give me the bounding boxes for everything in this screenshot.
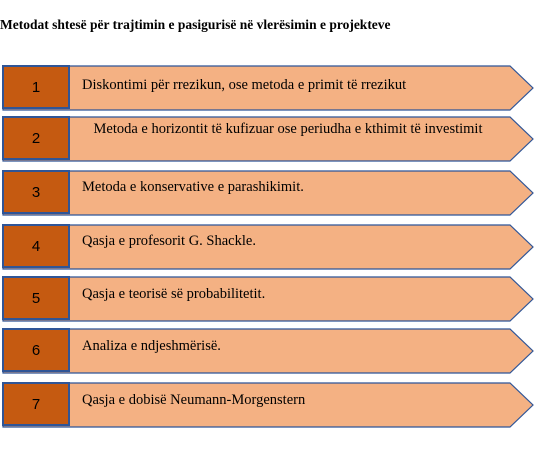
number-box [2,276,70,320]
item-number: 3 [31,183,41,201]
item-number: 7 [31,395,41,413]
list-item-6 [2,328,534,374]
item-label: Qasja e profesorit G. Shackle. [82,233,256,249]
list-item-7 [2,382,534,428]
item-number: 5 [31,289,41,307]
item-label: Analiza e ndjeshmërisë. [82,338,221,354]
number-box [2,382,70,426]
item-number: 1 [31,78,41,96]
item-label: Metoda e konservative e parashikimit. [82,179,304,195]
list-item-5 [2,276,534,322]
item-label: Qasja e dobisë Neumann-Morgenstern [82,392,306,408]
list-item-4 [2,224,534,270]
number-box [2,170,70,214]
number-box [2,116,70,160]
item-number: 6 [31,341,41,359]
number-box [2,328,70,372]
number-box [2,65,70,109]
number-box [2,224,70,268]
item-label: Diskontimi për rrezikun, ose metoda e primit të rrezikut [82,77,407,93]
list-item-2 [2,116,534,162]
item-number: 4 [31,237,41,255]
item-label: Metoda e horizontit të kufizuar ose periudha e kthimit të investimit [93,121,483,137]
list-item-1 [2,65,534,111]
diagram-title: Metodat shtesë për trajtimin e pasigurisë në vlerësimin e projekteve [0,17,391,32]
item-number: 2 [31,129,41,147]
list-item-3 [2,170,534,216]
item-label: Qasja e teorisë së probabilitetit. [82,286,266,302]
